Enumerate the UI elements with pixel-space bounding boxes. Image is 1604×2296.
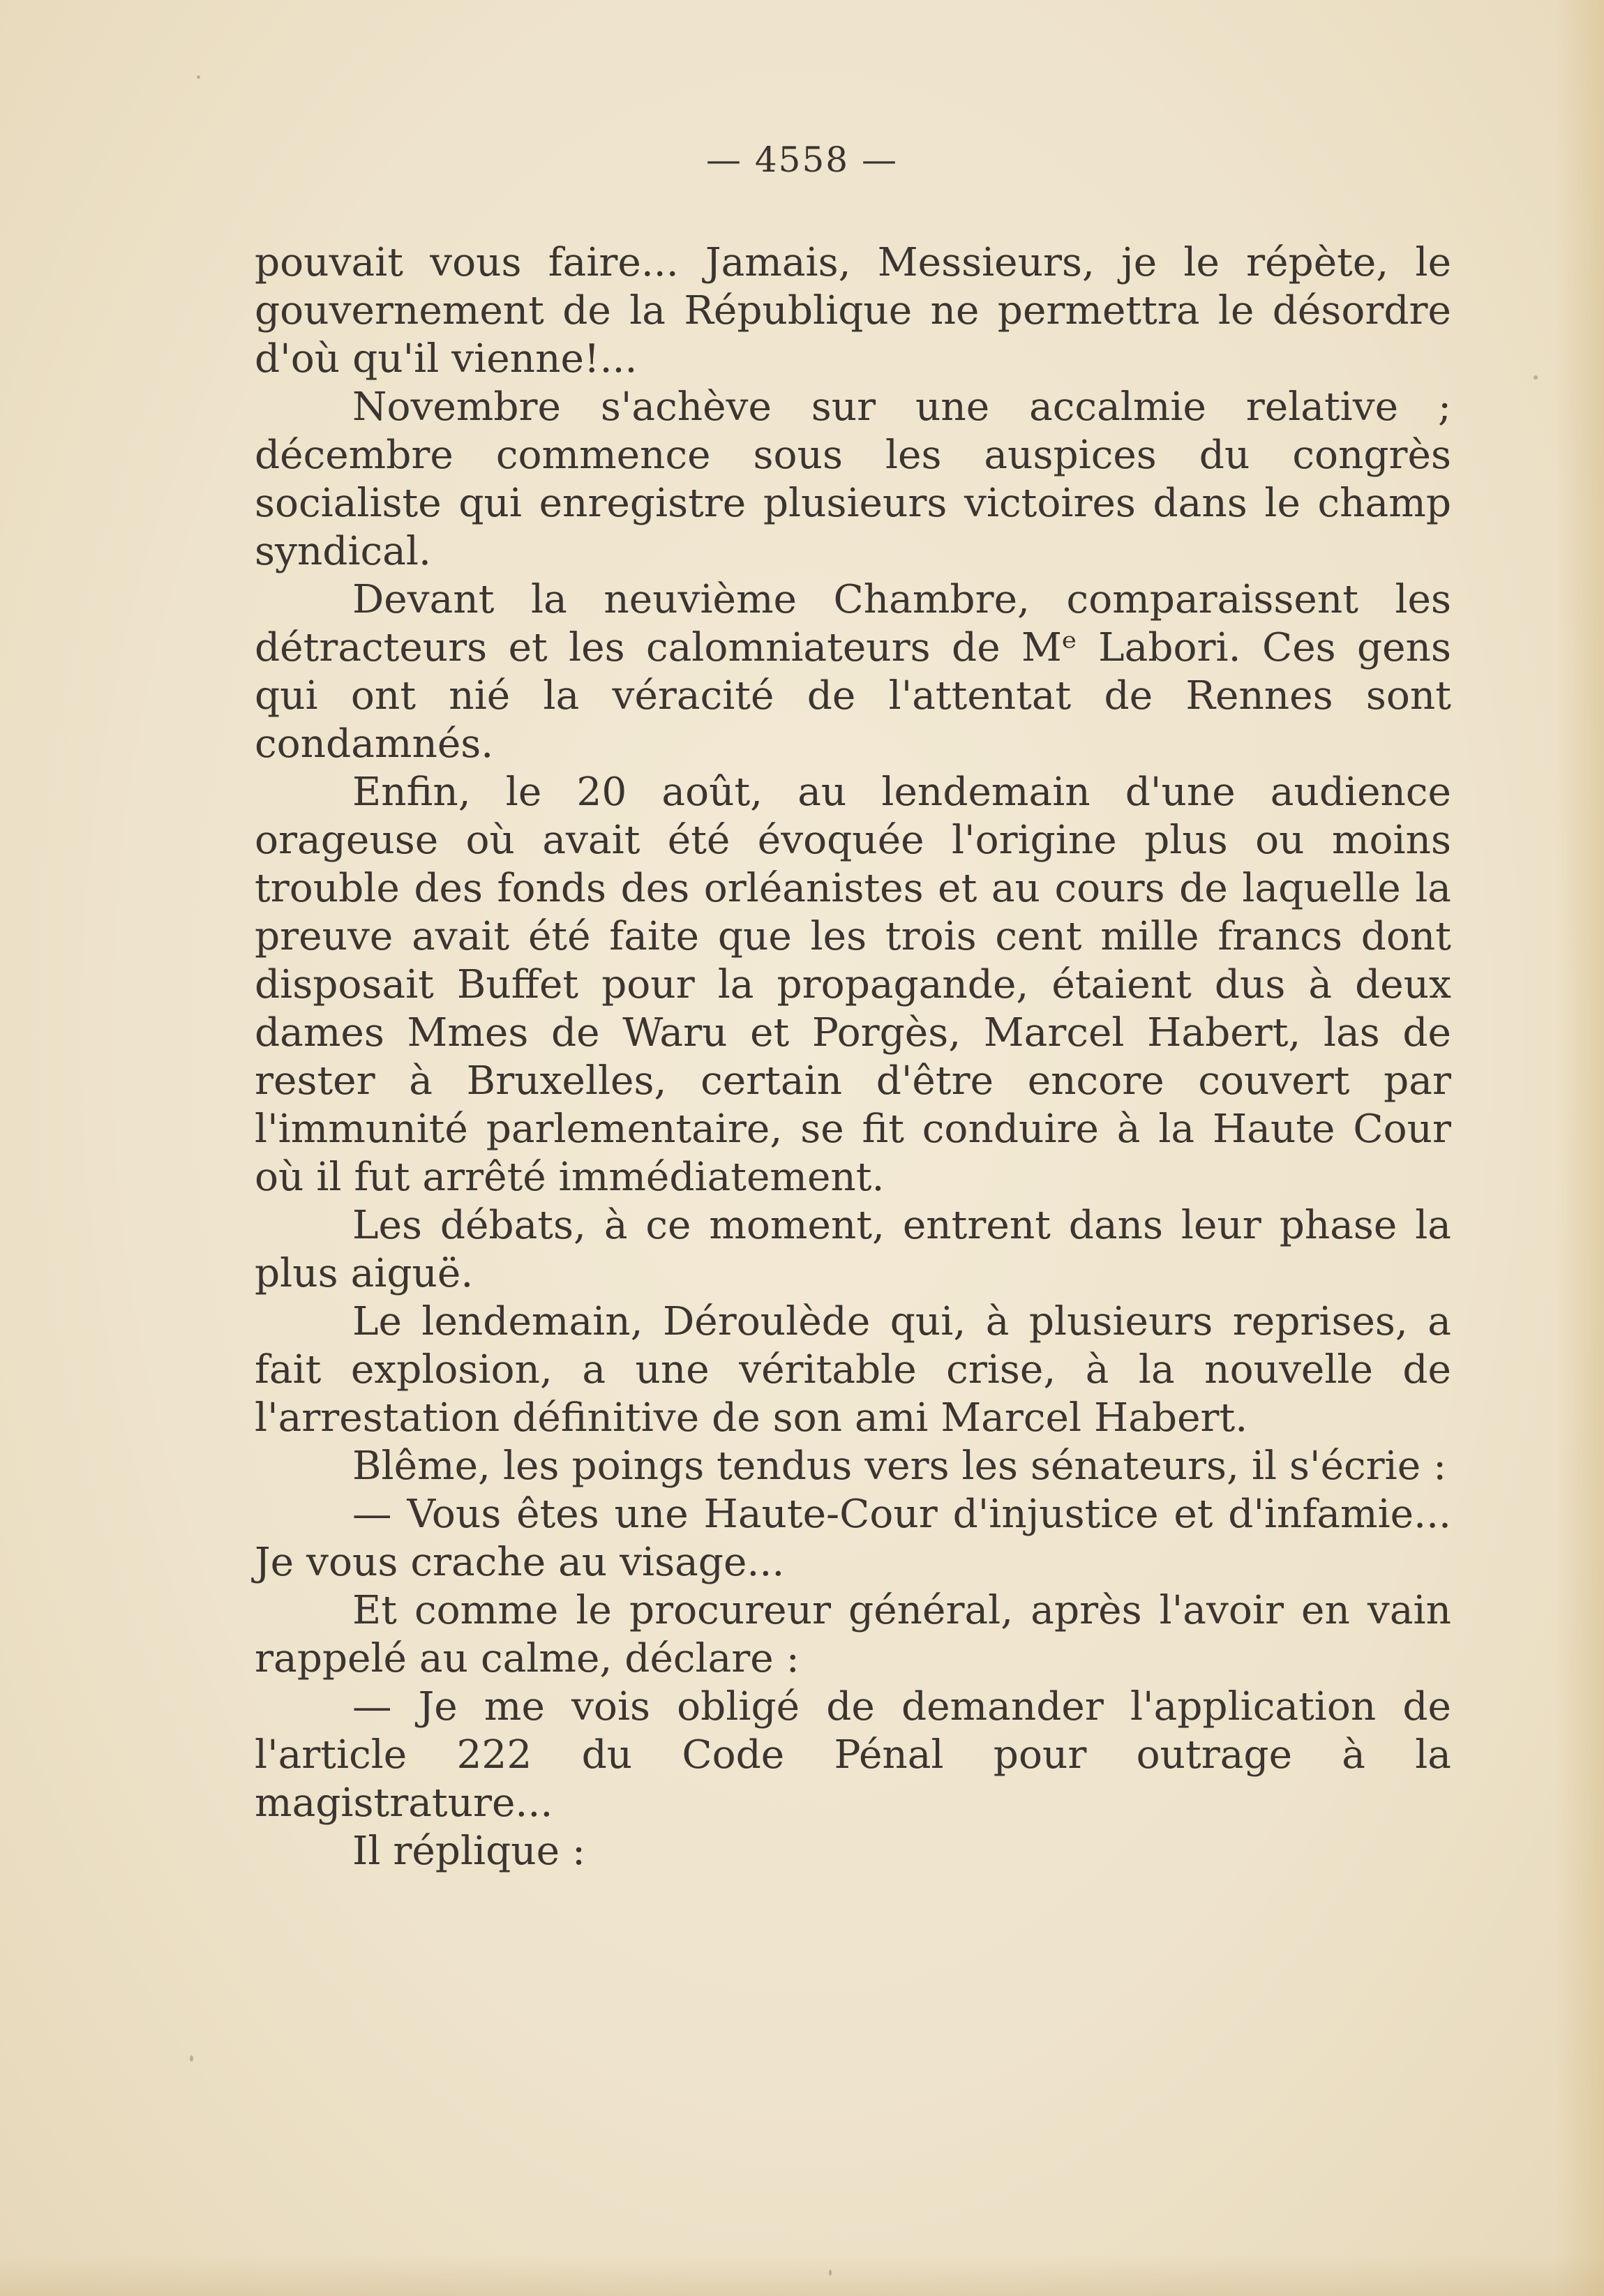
paragraph: Il réplique : bbox=[352, 1829, 586, 1874]
page-edge-stain bbox=[1555, 0, 1604, 2296]
paragraph: — Vous êtes une Haute-Cour d'injustice et d'infamie... Je vous crache au visage... bbox=[255, 1492, 1451, 1585]
paragraph: Devant la neuvième Chambre, comparaissent les détracteurs et les calomniateurs de Mᵉ Labori. Ces gens qui ont nié la véracité de l'attentat de Rennes sont condamnés. bbox=[255, 577, 1451, 767]
paragraph: — Je me vois obligé de demander l'application de l'article 222 du Code Pénal pour outrage à la magistrature... bbox=[255, 1684, 1451, 1826]
paragraph: Les débats, à ce moment, entrent dans leur phase la plus aiguë. bbox=[255, 1203, 1451, 1296]
page-number: — 4558 — bbox=[705, 140, 899, 180]
paper-speck bbox=[190, 2055, 193, 2062]
paragraph: Blême, les poings tendus vers les sénateurs, il s'écrie : bbox=[352, 1443, 1447, 1489]
paragraph: Novembre s'achève sur une accalmie relative ; décembre commence sous les auspices du congrès socialiste qui enregistre plusieurs victoires dans le champ syndical. bbox=[255, 384, 1451, 574]
paper-speck bbox=[1534, 375, 1538, 380]
paragraph: pouvait vous faire... Jamais, Messieurs, je le répète, le gouvernement de la République ne permettra le désordre d'où qu'il vienne!... bbox=[255, 240, 1451, 382]
page-bottom-stain bbox=[0, 2254, 1604, 2296]
paragraph: Et comme le procureur général, après l'avoir en vain rappelé au calme, déclare : bbox=[255, 1588, 1451, 1681]
body-text bbox=[255, 239, 1451, 1875]
paragraph: Le lendemain, Déroulède qui, à plusieurs reprises, a fait explosion, a une véritable crise, à la nouvelle de l'arrestation définitive de son ami Marcel Habert. bbox=[255, 1299, 1451, 1441]
paper-speck bbox=[197, 75, 200, 79]
paper-speck bbox=[829, 2269, 832, 2276]
paragraph: Enfin, le 20 août, au lendemain d'une audience orageuse où avait été évoquée l'origine plus ou moins trouble des fonds des orléanistes et au cours de laquelle la preuve avait été faite que les trois cent mille francs dont disposait Buffet pour la propagande, étaient dus à deux dames Mmes de Waru et Porgès, Marcel Habert, las de rester à Bruxelles, certain d'être encore couvert par l'immunité parlementaire, se fit conduire à la Haute Cour où il fut arrêté immédiatement. bbox=[255, 770, 1451, 1200]
